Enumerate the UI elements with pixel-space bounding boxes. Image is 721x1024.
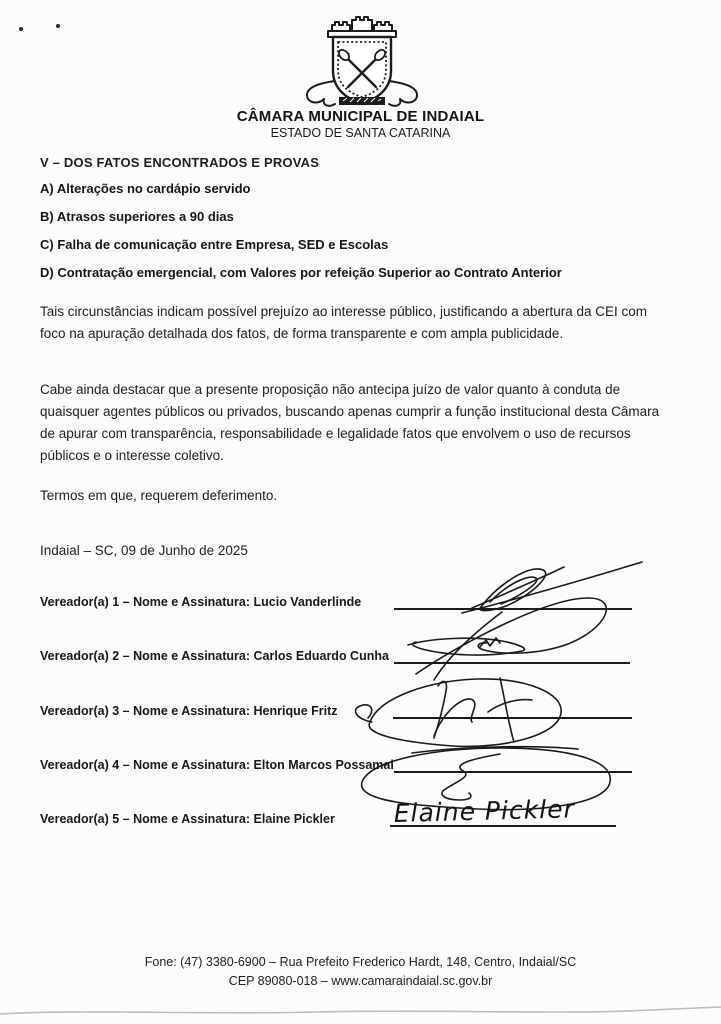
scan-artifact-dot <box>19 27 23 31</box>
finding-item-c: C) Falha de comunicação entre Empresa, SED e Escolas <box>40 237 389 252</box>
footer-address-line: Fone: (47) 3380-6900 – Rua Prefeito Frederico Hardt, 148, Centro, Indaial/SC <box>144 955 577 969</box>
signature-scribble-carlos <box>408 598 606 680</box>
paragraph-disclaimer: Cabe ainda destacar que a presente proposição não antecipa juízo de valor quanto à conduta de quaisquer agentes públicos ou privados, buscando apenas cumprir a função institucional desta Câmara de apurar com transparência, responsabilidade e legalidade fatos que envolvem o uso de recursos públicos e o interesse coletivo. <box>40 382 660 463</box>
signature-label-5: Vereador(a) 5 – Nome e Assinatura: Elaine Pickler <box>40 812 335 826</box>
coat-of-arms-icon <box>298 13 426 109</box>
handwritten-signature-elaine: Elaine Pickler <box>393 794 576 828</box>
footer-cep-line: CEP 89080-018 – www.camaraindaial.sc.gov.br <box>228 974 493 988</box>
signature-label-2: Vereador(a) 2 – Nome e Assinatura: Carlos Eduardo Cunha <box>40 649 389 663</box>
signature-scribble-henrique <box>356 678 562 746</box>
scan-artifact-dot <box>56 24 60 28</box>
signature-label-3: Vereador(a) 3 – Nome e Assinatura: Henrique Fritz <box>40 704 338 718</box>
org-name: CÂMARA MUNICIPAL DE INDAIAL <box>236 108 485 125</box>
place-date-line: Indaial – SC, 09 de Junho de 2025 <box>40 543 248 558</box>
closing-request: Termos em que, requerem deferimento. <box>40 488 278 503</box>
section-heading: V – DOS FATOS ENCONTRADOS E PROVAS <box>40 155 320 170</box>
finding-item-d: D) Contratação emergencial, com Valores por refeição Superior ao Contrato Anterior <box>40 265 562 280</box>
finding-item-a: A) Alterações no cardápio servido <box>40 181 251 196</box>
signature-label-4: Vereador(a) 4 – Nome e Assinatura: Elton Marcos Possamai <box>40 758 394 772</box>
signature-label-1: Vereador(a) 1 – Nome e Assinatura: Lucio Vanderlinde <box>40 595 362 609</box>
paragraph-justification: Tais circunstâncias indicam possível prejuízo ao interesse público, justificando a abertura da CEI com foco na apuração detalhada dos fatos, de forma transparente e com ampla publicidade. <box>40 304 648 341</box>
finding-item-b: B) Atrasos superiores a 90 dias <box>40 209 234 224</box>
scan-edge-artifact <box>0 1000 721 1024</box>
signatures-overlay <box>350 550 721 850</box>
org-subtitle: ESTADO DE SANTA CATARINA <box>270 126 451 140</box>
